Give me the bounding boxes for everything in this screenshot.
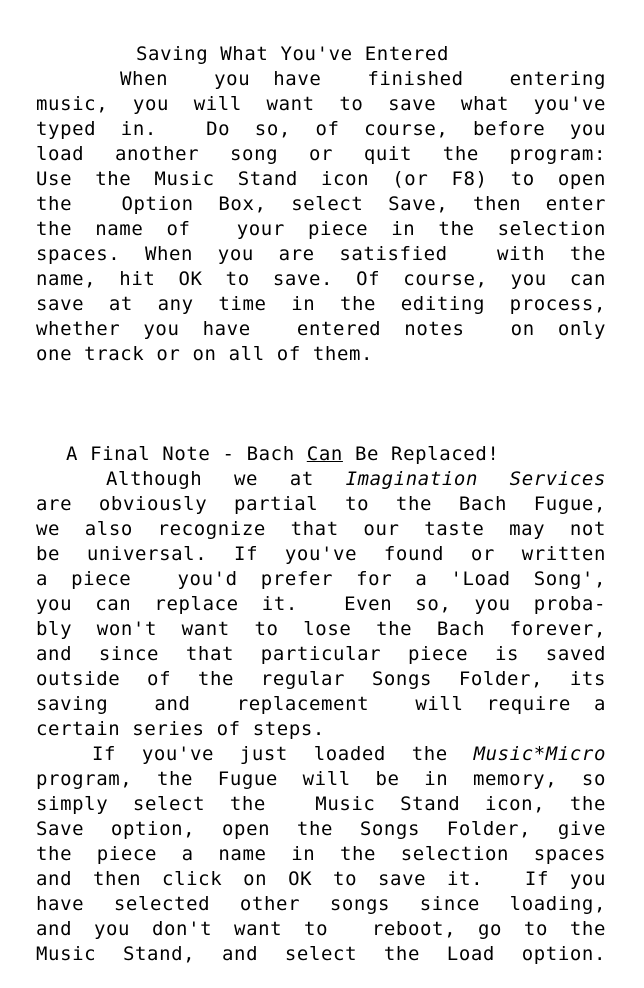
paragraph-line: outside of the regular Songs Folder, its (36, 668, 606, 690)
paragraph-line: a piece you'd prefer for a 'Load Song', (36, 568, 606, 590)
heading-text: A Final Note - Bach (66, 443, 307, 465)
paragraph-line: Use the Music Stand icon (or F8) to open (36, 168, 606, 190)
paragraph-line: and since that particular piece is saved (36, 643, 606, 665)
paragraph-line: we also recognize that our taste may not (36, 518, 606, 540)
paragraph-line: have selected other songs since loading, (36, 893, 606, 915)
paragraph-line: name, hit OK to save. Of course, you can (36, 268, 606, 290)
paragraph-line: program, the Fugue will be in memory, so (36, 768, 606, 790)
section-heading-saving: Saving What You've Entered (136, 43, 450, 65)
paragraph-line: you can replace it. Even so, you proba- (36, 593, 606, 615)
paragraph-line: the name of your piece in the selection (36, 218, 606, 240)
paragraph-line: load another song or quit the program: (36, 143, 606, 165)
paragraph-line: the piece a name in the selection spaces (36, 843, 606, 865)
paragraph-line: typed in. Do so, of course, before you (36, 118, 606, 140)
company-name: Imagination Services (345, 468, 606, 490)
paragraph-line: simply select the Music Stand icon, the (36, 793, 606, 815)
paragraph-line: save at any time in the editing process, (36, 293, 606, 315)
program-name: Music*Micro (473, 743, 606, 765)
line-text: If you've just loaded the (92, 743, 474, 765)
paragraph-line: and then click on OK to save it. If you (36, 868, 606, 890)
line-text: Although we at (106, 468, 346, 490)
paragraph-line: bly won't want to lose the Bach forever, (36, 618, 606, 640)
paragraph-line: and you don't want to reboot, go to the (36, 918, 606, 940)
paragraph-line (106, 467, 606, 492)
paragraph-line: one track or on all of them. (36, 343, 374, 365)
paragraph-line: saving and replacement will require a (36, 693, 606, 715)
paragraph-line (92, 742, 606, 767)
paragraph-line: be universal. If you've found or written (36, 543, 606, 565)
section-heading-final-note (66, 442, 499, 467)
paragraph-line: When you have finished entering (120, 68, 606, 90)
heading-underlined-word: Can (306, 443, 343, 465)
paragraph-line: the Option Box, select Save, then enter (36, 193, 606, 215)
paragraph-line: are obviously partial to the Bach Fugue, (36, 493, 606, 515)
heading-text-end: Be Replaced! (342, 443, 500, 465)
paragraph-line: whether you have entered notes on only (36, 318, 606, 340)
paragraph-line: spaces. When you are satisfied with the (36, 243, 606, 265)
paragraph-line: Save option, open the Songs Folder, give (36, 818, 606, 840)
paragraph-line: Music Stand, and select the Load option. (36, 943, 606, 965)
paragraph-line: music, you will want to save what you've (36, 93, 606, 115)
paragraph-line: certain series of steps. (36, 718, 325, 740)
